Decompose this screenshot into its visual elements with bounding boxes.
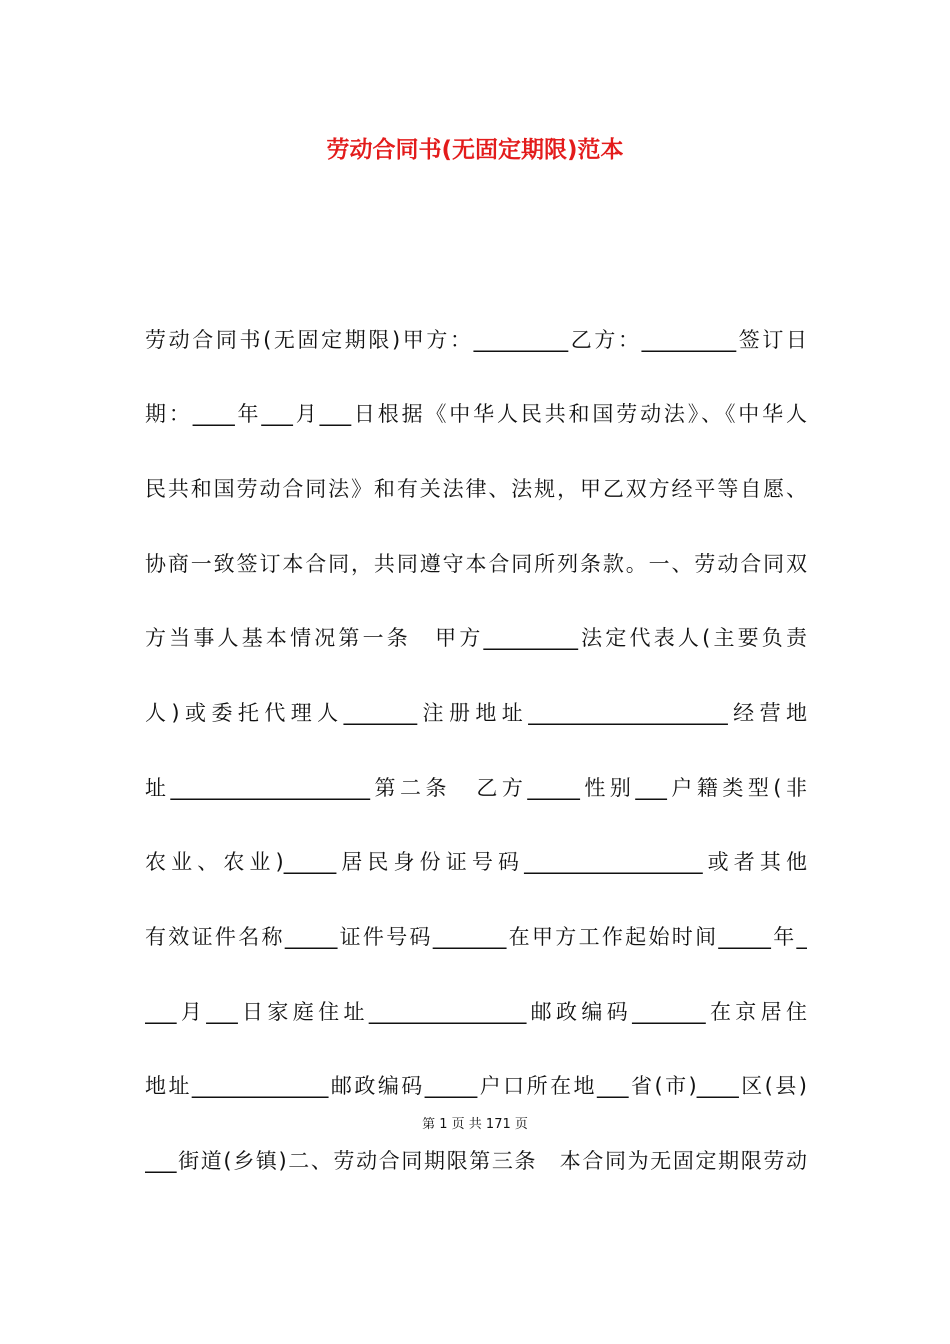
body-line-2: 期：____年___月___日根据《中华人民共和国劳动法》、《中华人 [145,402,807,426]
body-line-6: 人)或委托代理人_______注册地址___________________经营地 [145,701,807,725]
body-line-4: 协商一致签订本合同，共同遵守本合同所列条款。一、劳动合同双 [145,552,807,576]
page-footer: 第 1 页 共 171 页 [422,1117,528,1132]
body-line-12: ___街道(乡镇)二、劳动合同期限第三条 本合同为无固定期限劳动 [145,1149,807,1173]
body-line-1: 劳动合同书(无固定期限)甲方：_________乙方：_________签订日 [145,328,807,352]
body-line-11: 地址_____________邮政编码_____户口所在地___省(市)____区(县) [145,1074,807,1098]
body-line-7: 址___________________第二条 乙方_____性别___户籍类型(非 [145,776,807,800]
body-line-10: ___月___日家庭住址_______________邮政编码_______在京居住 [145,1000,807,1024]
body-line-3: 民共和国劳动合同法》和有关法律、法规，甲乙双方经平等自愿、 [145,477,807,501]
body-line-8: 农业、农业)_____居民身份证号码_________________或者其他 [145,850,807,874]
body-line-9: 有效证件名称_____证件号码_______在甲方工作起始时间_____年_ [145,925,807,949]
body-line-5: 方当事人基本情况第一条 甲方_________法定代表人(主要负责 [145,626,807,650]
page-title: 劳动合同书(无固定期限)范本 [326,137,624,163]
